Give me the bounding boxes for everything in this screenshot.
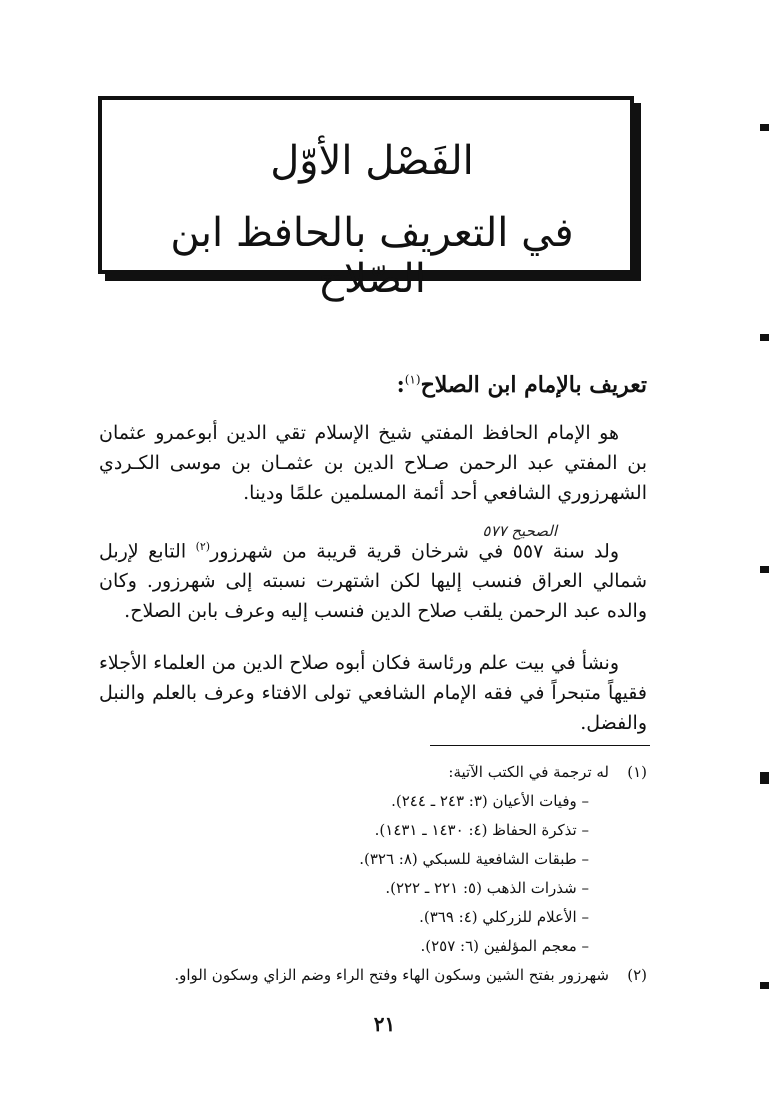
heading-colon: :	[396, 372, 405, 398]
source-item: – معجم المؤلفين (٦: ٢٥٧).	[420, 937, 589, 955]
paragraph-text	[99, 532, 647, 626]
source-item: – تذكرة الحفاظ (٤: ١٤٣٠ ـ ١٤٣١).	[374, 821, 589, 839]
source-item: – طبقات الشافعية للسبكي (٨: ٣٢٦).	[359, 850, 589, 868]
paragraph-1	[99, 418, 647, 508]
chapter-title-box	[98, 96, 634, 302]
paragraph-text: هو الإمام الحافظ المفتي شيخ الإسلام تقي الدين أبوعمرو عثمان بن المفتي عبد الرحمن صـلاح الدين بن عثمـان بن موسى الكـردي الشهرزوري الشافعي أحد أئمة المسلمين علمًا ودينا.	[99, 422, 647, 504]
section-heading	[127, 372, 647, 398]
footnote-ref: (٢)	[195, 540, 211, 553]
footnote-2	[87, 961, 647, 990]
section-heading-text: تعريف بالإمام ابن الصلاح	[420, 372, 647, 398]
paragraph-text: ونشأ في بيت علم ورئاسة فكان أبوه صلاح الدين من العلماء الأجلاء فقيهاً متبحراً في فقه الإمام الشافعي تولى الافتاء وعرف بالعلم والنبل والفضل.	[99, 652, 647, 734]
footnotes	[87, 758, 647, 990]
footnote-divider	[430, 745, 650, 746]
footnote-text: له ترجمة في الكتب الآتية:	[448, 763, 609, 781]
footnote-1	[87, 758, 647, 787]
edge-mark	[760, 334, 769, 341]
edge-mark	[760, 124, 769, 131]
handwritten-correction: الصحيح ٥٧٧	[482, 522, 557, 540]
chapter-subtitle: في التعريف بالحافظ ابن الصّلاح	[170, 210, 574, 302]
source-item: – شذرات الذهب (٥: ٢٢١ ـ ٢٢٢).	[385, 879, 589, 897]
edge-mark	[760, 566, 769, 573]
edge-mark	[760, 982, 769, 989]
footnote-ref: (١)	[404, 372, 421, 387]
edge-mark	[760, 772, 769, 784]
paragraph-text-part: التابع لإربل شمالي العراق فنسب إليها لكن اشتهرت نسبته إلى شهرزور. وكان والده عبد الرحمن يلقب صلاح الدين فنسب إليه وعرف بابن الصلاح.	[99, 540, 647, 623]
source-item: – وفيات الأعيان (٣: ٢٤٣ ـ ٢٤٤).	[391, 792, 589, 810]
paragraph-text-part: ولد سنة ٥٥٧ في شرخان قرية قريبة من شهرزور	[210, 540, 619, 563]
chapter-label: الفَصْل الأوّل	[270, 138, 474, 184]
footnote-text: شهرزور بفتح الشين وسكون الهاء وفتح الراء وضم الزاي وسكون الواو.	[174, 966, 609, 984]
paragraph-2	[99, 532, 647, 626]
footnote-number: (٢)	[627, 966, 647, 984]
paragraph-3	[99, 648, 647, 738]
page-number: ٢١	[373, 1012, 396, 1036]
source-item: – الأعلام للزركلي (٤: ٣٦٩).	[419, 908, 589, 926]
footnote-number: (١)	[627, 763, 647, 781]
